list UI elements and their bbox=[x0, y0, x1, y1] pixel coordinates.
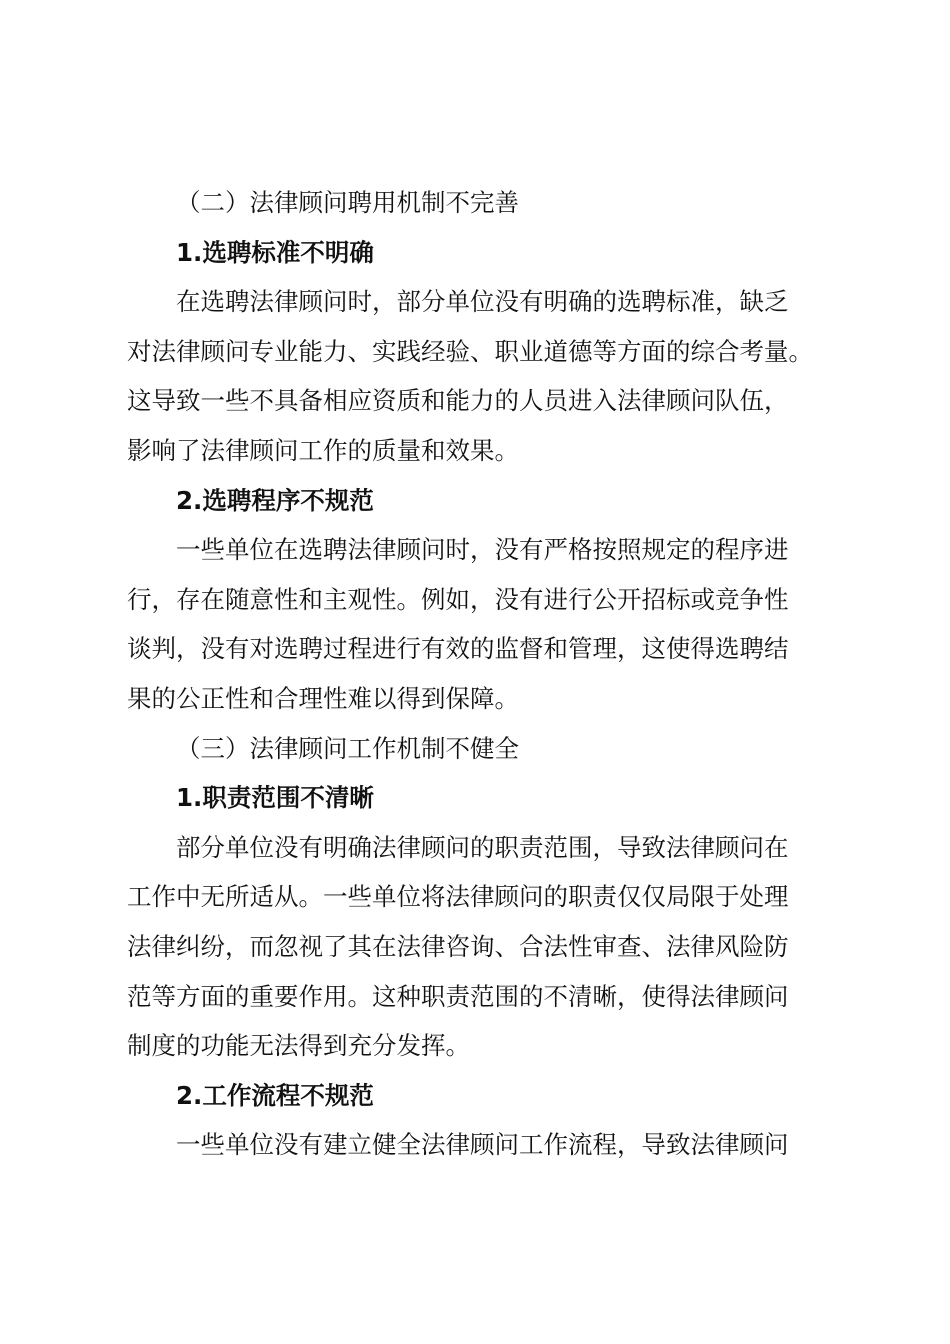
paragraph-line: 法律纠纷，而忽视了其在法律咨询、合法性审查、法律风险防 bbox=[127, 931, 789, 961]
paragraph-line: 范等方面的重要作用。这种职责范围的不清晰，使得法律顾问 bbox=[127, 981, 789, 1011]
subsection-heading: 1.职责范围不清晰 bbox=[176, 783, 374, 813]
paragraph-line: 在选聘法律顾问时，部分单位没有明确的选聘标准，缺乏 bbox=[176, 287, 789, 317]
paragraph-line: 工作中无所适从。一些单位将法律顾问的职责仅仅局限于处理 bbox=[127, 882, 789, 912]
document-page bbox=[127, 178, 839, 1170]
paragraph-line: 一些单位没有建立健全法律顾问工作流程，导致法律顾问 bbox=[176, 1130, 789, 1160]
subsection-heading: 2.选聘程序不规范 bbox=[176, 485, 374, 515]
section-heading: （三）法律顾问工作机制不健全 bbox=[176, 733, 519, 763]
section-heading: （二）法律顾问聘用机制不完善 bbox=[176, 188, 519, 217]
paragraph-line: 一些单位在选聘法律顾问时，没有严格按照规定的程序进 bbox=[176, 535, 789, 565]
subsection-heading: 1.选聘标准不明确 bbox=[176, 237, 374, 267]
paragraph-line: 果的公正性和合理性难以得到保障。 bbox=[127, 683, 519, 713]
paragraph-line: 制度的功能无法得到充分发挥。 bbox=[127, 1031, 470, 1061]
paragraph-line: 谈判，没有对选聘过程进行有效的监督和管理，这使得选聘结 bbox=[127, 634, 789, 664]
paragraph-line: 行，存在随意性和主观性。例如，没有进行公开招标或竞争性 bbox=[127, 584, 789, 614]
paragraph-line: 这导致一些不具备相应资质和能力的人员进入法律顾问队伍， bbox=[127, 386, 789, 416]
paragraph-line: 影响了法律顾问工作的质量和效果。 bbox=[127, 435, 519, 465]
subsection-heading: 2.工作流程不规范 bbox=[176, 1080, 374, 1110]
paragraph-line: 对法律顾问专业能力、实践经验、职业道德等方面的综合考量。 bbox=[127, 336, 813, 366]
paragraph-line: 部分单位没有明确法律顾问的职责范围，导致法律顾问在 bbox=[176, 832, 789, 862]
